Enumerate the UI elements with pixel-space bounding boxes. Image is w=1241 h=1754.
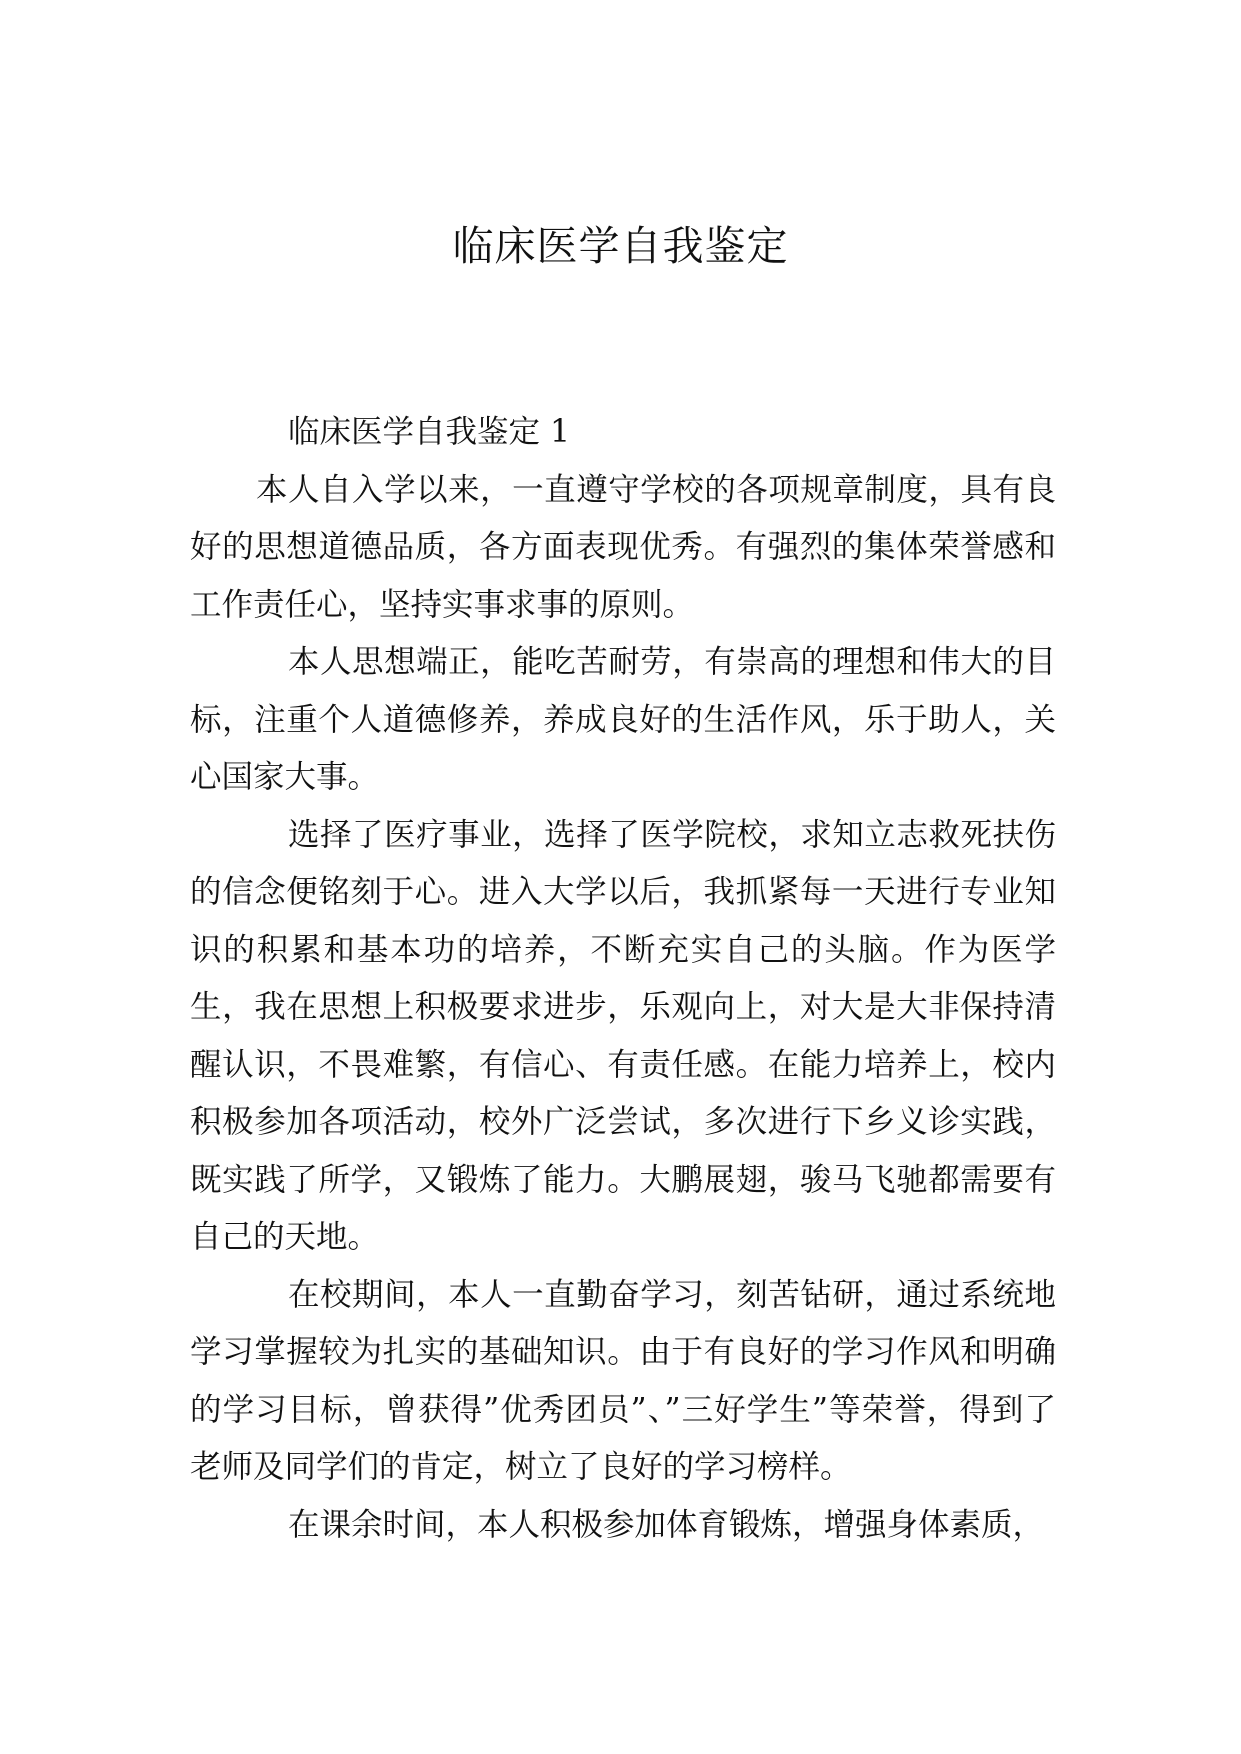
document-body	[190, 404, 1056, 1554]
paragraph-3: 选择了医疗事业，选择了医学院校，求知立志救死扶伤的信念便铭刻于心。进入大学以后，我抓紧每一天进行专业知识的积累和基本功的培养，不断充实自己的头脑。作为医学生，我在思想上积极要求进步，乐观向上，对大是大非保持清醒认识，不畏难繁，有信心、有责任感。在能力培养上，校内积极参加各项活动，校外广泛尝试，多次进行下乡义诊实践，既实践了所学，又锻炼了能力。大鹏展翅，骏马飞驰都需要有自己的天地。	[190, 816, 1056, 1255]
section-heading: 临床医学自我鉴定 1	[288, 414, 571, 450]
paragraph-5: 在课余时间，本人积极参加体育锻炼，增强身体素质，	[288, 1506, 1045, 1543]
paragraph-4: 在校期间，本人一直勤奋学习，刻苦钻研，通过系统地学习掌握较为扎实的基础知识。由于有良好的学习作风和明确的学习目标，曾获得”优秀团员”、”三好学生”等荣誉，得到了老师及同学们的肯定，树立了良好的学习榜样。	[190, 1276, 1056, 1485]
paragraph-2: 本人思想端正，能吃苦耐劳，有崇高的理想和伟大的目标，注重个人道德修养，养成良好的生活作风，乐于助人，关心国家大事。	[190, 644, 1056, 795]
document-title: 临床医学自我鉴定	[452, 222, 789, 270]
paragraph-1: 本人自入学以来，一直遵守学校的各项规章制度，具有良好的思想道德品质，各方面表现优秀。有强烈的集体荣誉感和工作责任心，坚持实事求事的原则。	[190, 471, 1056, 623]
